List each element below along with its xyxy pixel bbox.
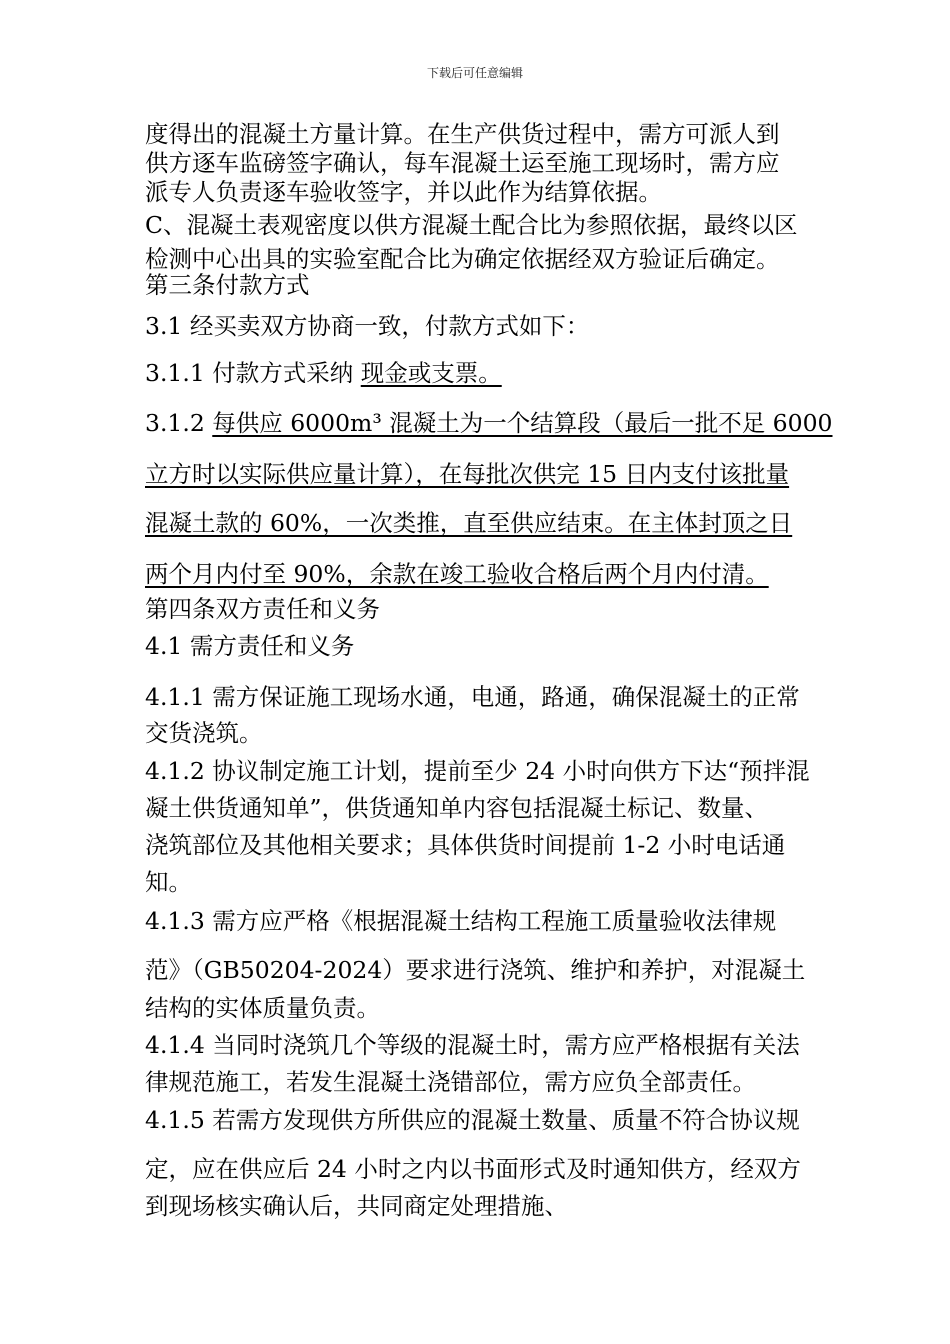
underlined-text: 立方时以实际供应量计算），在每批次供完 15 日内支付该批量 xyxy=(145,460,790,488)
text-line: 凝土供货通知单”，供货通知单内容包括混凝土标记、数量、 xyxy=(145,794,769,822)
text-line: 4.1.5 若需方发现供方所供应的混凝土数量、质量不符合协议规 xyxy=(145,1106,800,1134)
text-line: 4.1.1 需方保证施工现场水通，电通，路通，确保混凝土的正常 xyxy=(145,683,800,711)
text-line: 供方逐车监磅签字确认，每车混凝土运至施工现场时，需方应 xyxy=(145,149,780,177)
text-line: 浇筑部位及其他相关要求；具体供货时间提前 1-2 小时电话通 xyxy=(145,831,786,859)
text-line xyxy=(145,408,833,438)
underlined-text: 两个月内付至 90%，余款在竣工验收合格后两个月内付清。 xyxy=(145,560,769,588)
text-line: 3.1 经买卖双方协商一致，付款方式如下： xyxy=(145,312,590,340)
text-line: 交货浇筑。 xyxy=(145,719,263,747)
text-line: 结构的实体质量负责。 xyxy=(145,994,380,1022)
line-prefix: 3.1.2 xyxy=(145,409,213,437)
underlined-text: 混凝土款的 60%，一次类推，直至供应结束。在主体封顶之日 xyxy=(145,509,793,537)
text-line: 律规范施工，若发生混凝土浇错部位，需方应负全部责任。 xyxy=(145,1068,756,1096)
text-line: 4.1.3 需方应严格《根据混凝土结构工程施工质量验收法律规 xyxy=(145,907,777,935)
text-line: 知。 xyxy=(145,868,192,896)
text-line: 4.1.2 协议制定施工计划，提前至少 24 小时向供方下达“预拌混 xyxy=(145,757,810,785)
underlined-text: 每供应 6000m³ 混凝土为一个结算段（最后一批不足 6000 xyxy=(212,409,833,437)
text-line xyxy=(145,358,502,388)
subsection-heading: 4.1 需方责任和义务 xyxy=(145,632,355,660)
text-line: 度得出的混凝土方量计算。在生产供货过程中，需方可派人到 xyxy=(145,120,780,148)
text-line: 到现场核实确认后，共同商定处理措施、 xyxy=(145,1192,568,1220)
text-line: 检测中心出具的实验室配合比为确定依据经双方验证后确定。 xyxy=(145,245,780,273)
text-line: C、混凝土表观密度以供方混凝土配合比为参照依据，最终以区 xyxy=(145,211,798,239)
underlined-text: 现金或支票。 xyxy=(360,359,502,387)
text-line: 派专人负责逐车验收签字，并以此作为结算依据。 xyxy=(145,178,662,206)
line-prefix: 3.1.1 付款方式采纳 xyxy=(145,359,361,387)
text-line: 定，应在供应后 24 小时之内以书面形式及时通知供方，经双方 xyxy=(145,1155,801,1183)
section-heading: 第四条双方责任和义务 xyxy=(145,595,380,623)
section-heading: 第三条付款方式 xyxy=(145,271,310,299)
text-line: 范》（GB50204-2024）要求进行浇筑、维护和养护，对混凝土 xyxy=(145,956,806,984)
page-header: 下载后可任意编辑 xyxy=(426,66,523,80)
text-line: 4.1.4 当同时浇筑几个等级的混凝土时，需方应严格根据有关法 xyxy=(145,1031,800,1059)
